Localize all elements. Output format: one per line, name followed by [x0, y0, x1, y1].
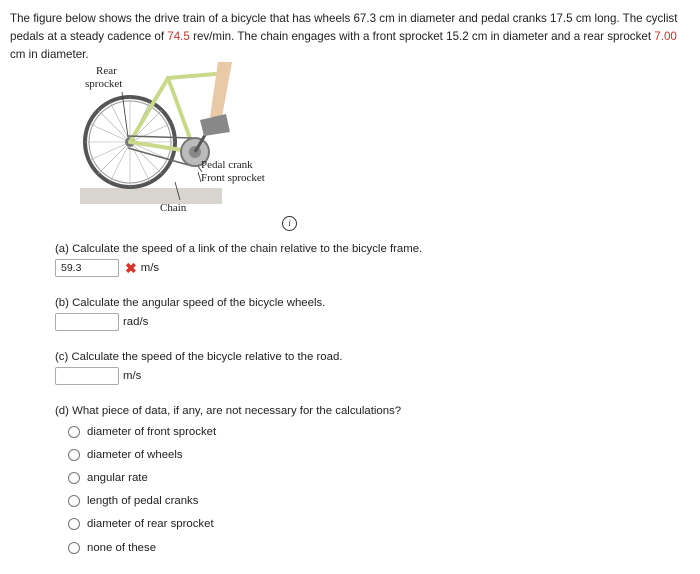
part-c-input[interactable] — [55, 367, 119, 385]
part-c-answer-row — [55, 366, 141, 386]
part-c-unit: m/s — [123, 370, 142, 382]
option-rear-sprocket[interactable] — [68, 513, 216, 536]
pedal-crank-label: Pedal crank — [201, 159, 253, 171]
chain-label: Chain — [160, 202, 187, 214]
rear-sprocket-label-line2: sprocket — [85, 78, 123, 90]
radio-button[interactable] — [68, 449, 80, 461]
option-label: none of these — [87, 541, 157, 554]
problem-text-1: The figure below shows the drive train of a bicycle that has wheels 67.3 cm in diameter and pedal cranks 17.5 cm long. The cyclist pedals at a steady cadence of — [10, 12, 678, 43]
option-label: diameter of front sprocket — [87, 425, 217, 438]
part-a-question: (a) Calculate the speed of a link of the chain relative to the bicycle frame. — [55, 243, 423, 255]
option-label: diameter of wheels — [87, 448, 183, 461]
option-wheels[interactable] — [68, 443, 216, 466]
part-d-options — [68, 420, 216, 559]
part-b-question: (b) Calculate the angular speed of the bicycle wheels. — [55, 297, 326, 309]
problem-statement — [10, 10, 694, 64]
problem-text-3: cm in diameter. — [10, 48, 89, 61]
part-b-input[interactable] — [55, 313, 119, 331]
rear-sprocket-label-line1: Rear — [96, 65, 117, 77]
option-front-sprocket[interactable] — [68, 420, 216, 443]
option-label: diameter of rear sprocket — [87, 518, 214, 531]
part-b-answer-row — [55, 312, 148, 332]
bicycle-drivetrain-figure — [80, 62, 310, 220]
option-pedal-cranks[interactable] — [68, 490, 216, 513]
part-d-question: (d) What piece of data, if any, are not necessary for the calculations? — [55, 405, 402, 417]
option-none[interactable] — [68, 536, 216, 559]
incorrect-x-icon: ✖ — [125, 260, 137, 276]
option-label: angular rate — [87, 471, 148, 484]
front-sprocket-label: Front sprocket — [201, 172, 265, 184]
radio-button[interactable] — [68, 542, 80, 554]
option-label: length of pedal cranks — [87, 495, 199, 508]
part-a-unit: m/s — [140, 262, 160, 274]
cadence-value: 74.5 — [167, 30, 190, 43]
radio-button[interactable] — [68, 518, 80, 530]
part-a-input[interactable]: 59.3 — [55, 259, 119, 277]
problem-text-2: rev/min. The chain engages with a front sprocket 15.2 cm in diameter and a rear sprocket — [189, 30, 655, 43]
part-c-question: (c) Calculate the speed of the bicycle relative to the road. — [55, 351, 343, 363]
part-b-unit: rad/s — [123, 316, 149, 328]
radio-button[interactable] — [68, 426, 80, 438]
rear-sprocket-value: 7.00 — [654, 30, 677, 43]
part-a-answer-row — [55, 258, 159, 278]
radio-button[interactable] — [68, 495, 80, 507]
option-angular-rate[interactable] — [68, 466, 216, 489]
info-icon[interactable]: i — [282, 216, 297, 231]
radio-button[interactable] — [68, 472, 80, 484]
